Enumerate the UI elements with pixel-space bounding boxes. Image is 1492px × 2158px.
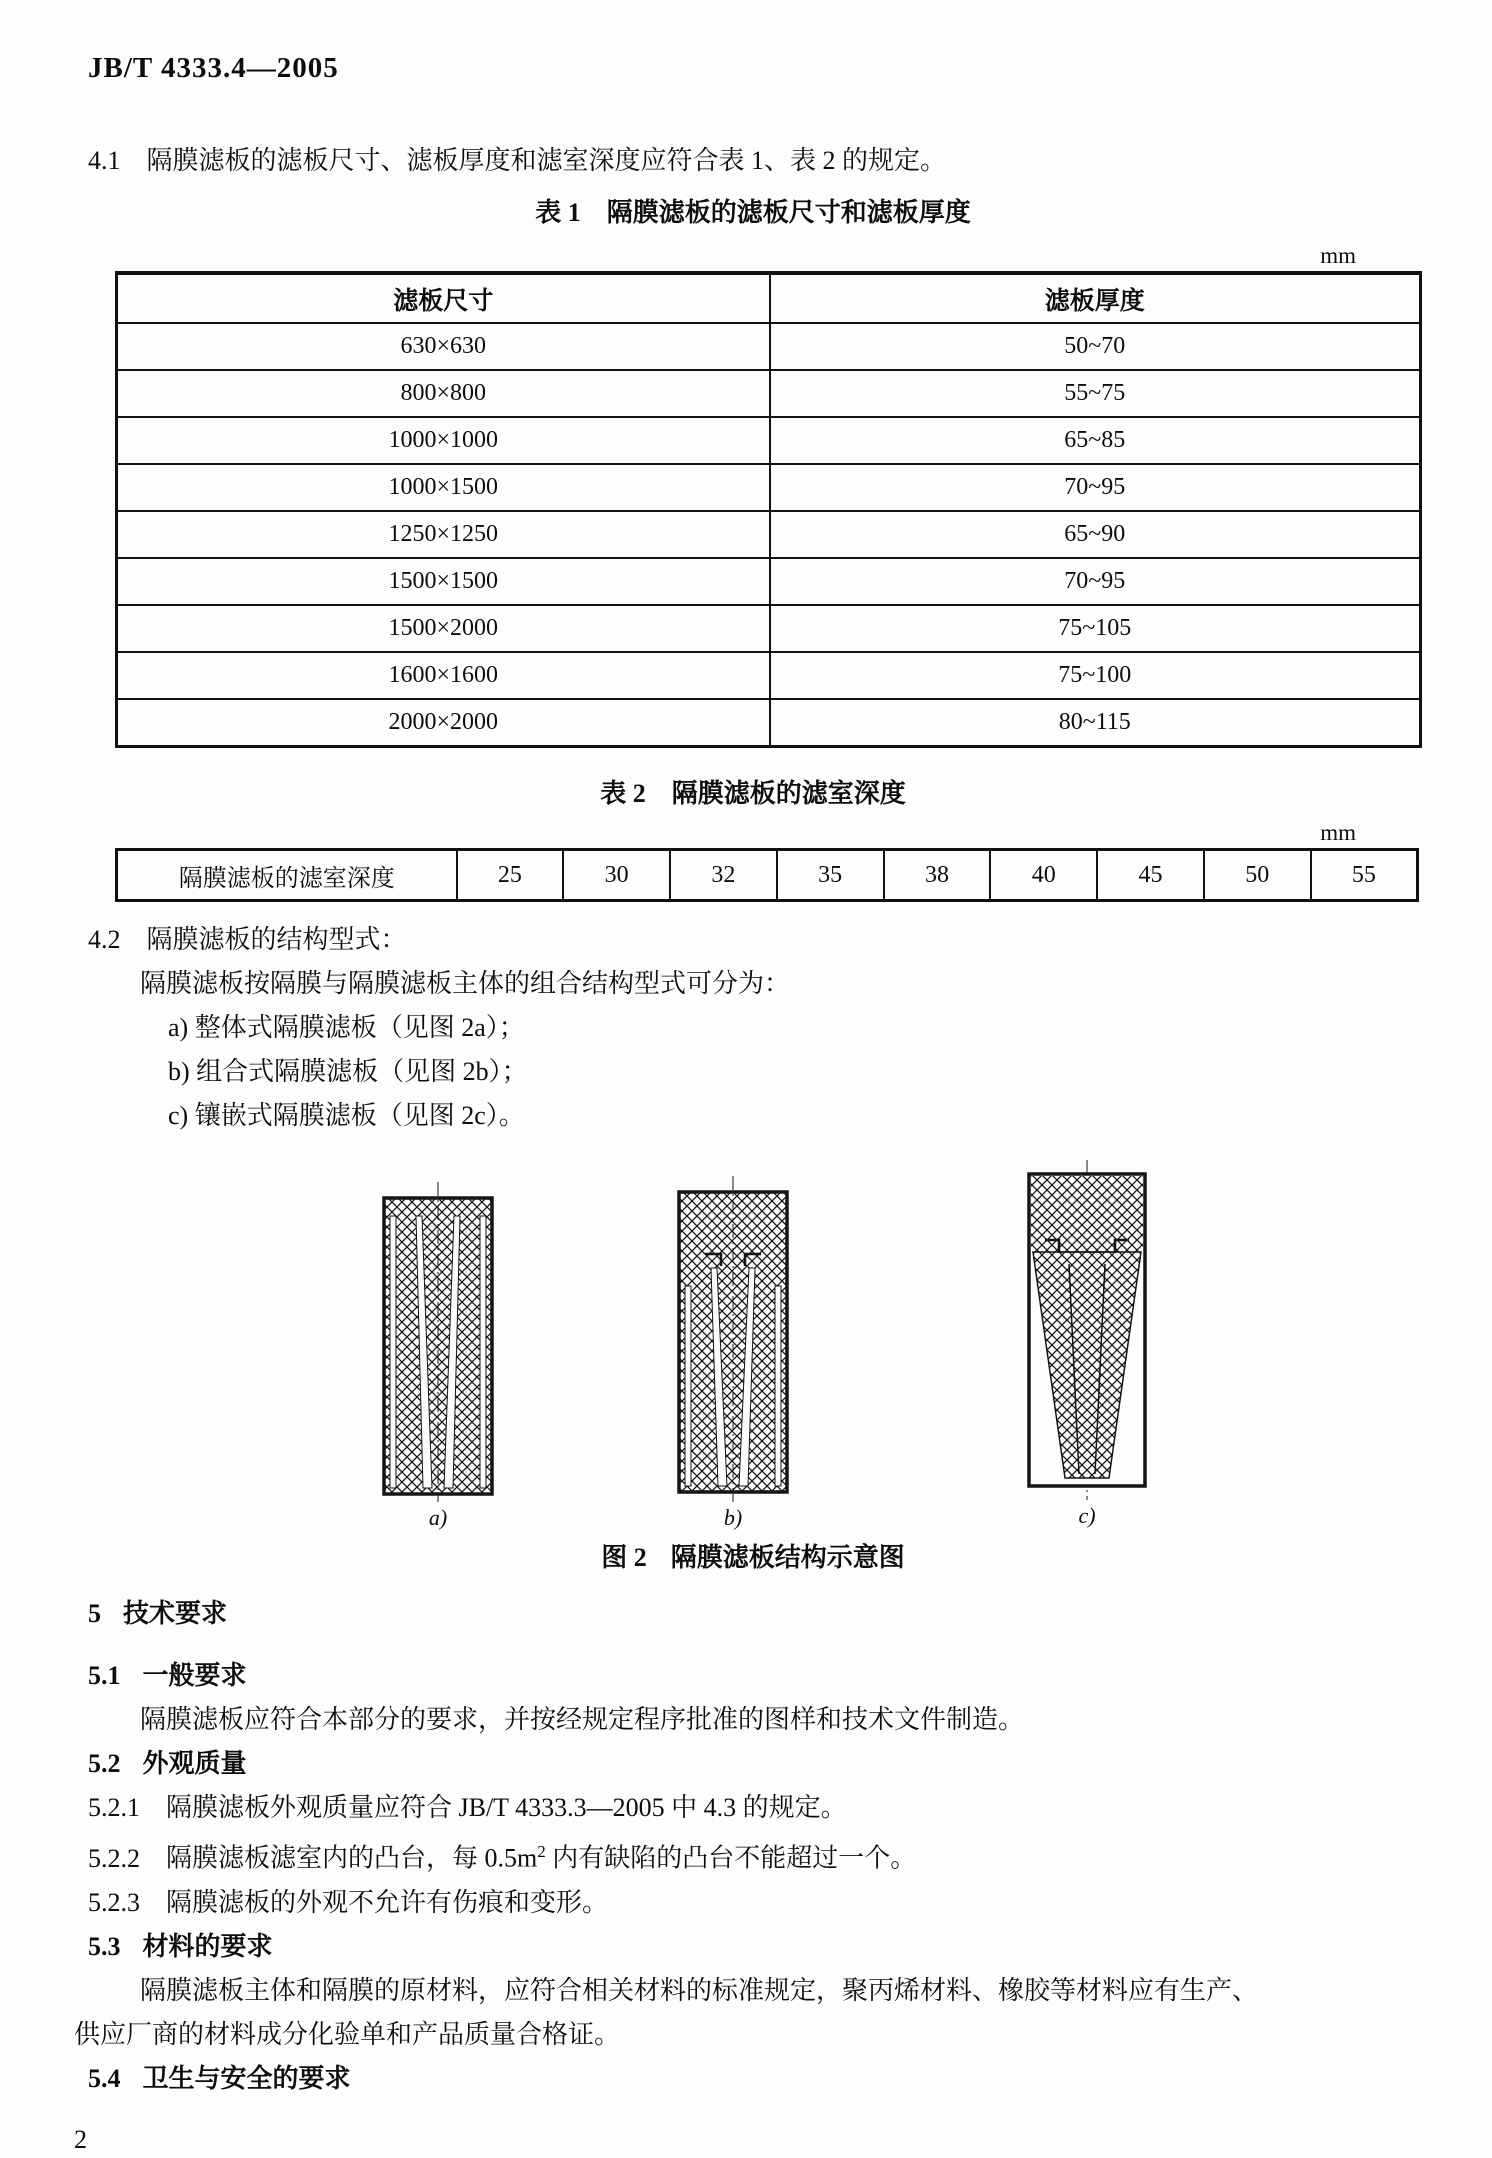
table2-value: 40 bbox=[990, 850, 1097, 901]
plate-body-crosshatch bbox=[384, 1198, 492, 1494]
clause-5-2-2-text-after: 内有缺陷的凸台不能超过一个。 bbox=[545, 1843, 917, 1873]
table-row bbox=[117, 558, 1421, 605]
diagram-inlaid-plate bbox=[1027, 1160, 1147, 1500]
cell-thickness: 75~100 bbox=[770, 652, 1421, 699]
table2-value: 35 bbox=[777, 850, 884, 901]
table2-title-label: 表 2 bbox=[600, 779, 646, 808]
section-5-3-number: 5.3 bbox=[88, 1931, 121, 1961]
table-row bbox=[117, 605, 1421, 652]
section-5-3-heading bbox=[88, 1925, 1418, 1969]
table2-value: 55 bbox=[1311, 850, 1418, 901]
clause-5-2-2-text-before: 隔膜滤板滤室内的凸台，每 0.5m bbox=[166, 1843, 538, 1873]
section-5-number: 5 bbox=[88, 1599, 101, 1628]
section-5-4-heading bbox=[88, 2057, 1418, 2101]
list-item-c: c) 镶嵌式隔膜滤板（见图 2c）。 bbox=[168, 1101, 525, 1130]
cell-size: 1600×1600 bbox=[117, 652, 770, 699]
table2-value: 25 bbox=[457, 850, 564, 901]
figure-2a-label: a) bbox=[428, 1505, 448, 1530]
table2-value: 45 bbox=[1097, 850, 1204, 901]
clause-4-2 bbox=[88, 918, 1418, 962]
diagram-integral-plate bbox=[382, 1182, 494, 1502]
section-5-heading bbox=[88, 1592, 1418, 1636]
table1 bbox=[115, 271, 1422, 748]
cell-size: 800×800 bbox=[117, 370, 770, 417]
cell-size: 1250×1250 bbox=[117, 511, 770, 558]
clause-5-3-body-line2: 供应厂商的材料成分化验单和产品质量合格证。 bbox=[74, 2019, 621, 2049]
clause-5-2-1-text: 隔膜滤板外观质量应符合 JB/T 4333.3—2005 中 4.3 的规定。 bbox=[166, 1793, 847, 1822]
section-5-2-title: 外观质量 bbox=[142, 1749, 247, 1778]
table-row bbox=[117, 699, 1421, 747]
table2-unit: mm bbox=[1320, 820, 1356, 845]
cell-thickness: 55~75 bbox=[770, 370, 1421, 417]
section-5-4-title: 卫生与安全的要求 bbox=[142, 2063, 351, 2093]
table2-value: 38 bbox=[884, 850, 991, 901]
plate-body-crosshatch bbox=[679, 1192, 787, 1492]
diagram-combined-plate bbox=[677, 1176, 789, 1502]
membrane-edge-left bbox=[390, 1216, 396, 1488]
figure-2b-label: b) bbox=[723, 1505, 743, 1530]
table1-header-row bbox=[117, 273, 1421, 323]
table2-value: 50 bbox=[1204, 850, 1311, 901]
clause-5-2-3 bbox=[88, 1881, 1418, 1925]
clause-5-2-3-number: 5.2.3 bbox=[88, 1887, 140, 1917]
table2-title-text: 隔膜滤板的滤室深度 bbox=[671, 779, 906, 808]
clause-4-2-heading: 隔膜滤板的结构型式： bbox=[146, 925, 407, 954]
figure-2-caption-label: 图 2 bbox=[601, 1543, 647, 1572]
section-5-2-heading bbox=[88, 1742, 1418, 1786]
section-5-4-number: 5.4 bbox=[88, 2063, 121, 2093]
section-5-3-title: 材料的要求 bbox=[142, 1931, 273, 1961]
clause-5-2-3-text: 隔膜滤板的外观不允许有伤痕和变形。 bbox=[166, 1887, 609, 1917]
table2-row-label: 隔膜滤板的滤室深度 bbox=[117, 850, 457, 901]
clause-5-2-1-number: 5.2.1 bbox=[88, 1793, 140, 1822]
section-5-2-number: 5.2 bbox=[88, 1749, 121, 1778]
table1-title-label: 表 1 bbox=[535, 198, 581, 227]
cell-thickness: 70~95 bbox=[770, 558, 1421, 605]
cell-thickness: 75~105 bbox=[770, 605, 1421, 652]
clause-4-2-number: 4.2 bbox=[88, 925, 121, 954]
clause-5-2-1 bbox=[88, 1786, 1418, 1830]
membrane-edge-right bbox=[480, 1216, 486, 1488]
cell-thickness: 80~115 bbox=[770, 699, 1421, 747]
table1-unit: mm bbox=[1320, 243, 1356, 268]
clause-5-2-2-number: 5.2.2 bbox=[88, 1843, 140, 1873]
table-row bbox=[117, 370, 1421, 417]
table-row bbox=[117, 464, 1421, 511]
list-item-a: a) 整体式隔膜滤板（见图 2a）； bbox=[168, 1013, 525, 1042]
figure-2c-label: c) bbox=[1078, 1503, 1096, 1528]
cell-thickness: 70~95 bbox=[770, 464, 1421, 511]
clause-5-2-2-superscript: 2 bbox=[537, 1842, 546, 1861]
table2 bbox=[115, 848, 1419, 902]
table2-row bbox=[117, 850, 1418, 901]
membrane-edge-right bbox=[775, 1286, 781, 1486]
table1-col-header-size: 滤板尺寸 bbox=[117, 273, 770, 323]
section-5-title: 技术要求 bbox=[123, 1599, 228, 1628]
cell-size: 1000×1000 bbox=[117, 417, 770, 464]
membrane-edge-left bbox=[685, 1286, 691, 1486]
page-number: 2 bbox=[74, 2124, 87, 2154]
cell-size: 2000×2000 bbox=[117, 699, 770, 747]
table-row bbox=[117, 652, 1421, 699]
figure-2b bbox=[677, 1176, 789, 1530]
standard-number: JB/T 4333.4—2005 bbox=[88, 52, 339, 84]
clause-4-1-text: 隔膜滤板的滤板尺寸、滤板厚度和滤室深度应符合表 1、表 2 的规定。 bbox=[146, 146, 947, 175]
table-row bbox=[117, 511, 1421, 558]
cell-size: 1500×1500 bbox=[117, 558, 770, 605]
table1-col-header-thickness: 滤板厚度 bbox=[770, 273, 1421, 323]
table1-title bbox=[88, 193, 1418, 233]
table2-title bbox=[88, 774, 1418, 814]
table-row bbox=[117, 323, 1421, 370]
clause-4-1-number: 4.1 bbox=[88, 146, 121, 175]
cell-size: 1000×1500 bbox=[117, 464, 770, 511]
cell-thickness: 65~90 bbox=[770, 511, 1421, 558]
table2-value: 32 bbox=[670, 850, 777, 901]
clause-5-3-body-line1: 隔膜滤板主体和隔膜的原材料，应符合相关材料的标准规定，聚丙烯材料、橡胶等材料应有生产、 bbox=[140, 1975, 1259, 2005]
list-item-b: b) 组合式隔膜滤板（见图 2b）； bbox=[168, 1057, 528, 1086]
table-row bbox=[117, 417, 1421, 464]
section-5-1-title: 一般要求 bbox=[142, 1661, 247, 1690]
section-5-1-number: 5.1 bbox=[88, 1661, 121, 1690]
figure-2 bbox=[88, 1160, 1418, 1574]
clause-4-2-intro: 隔膜滤板按隔膜与隔膜滤板主体的组合结构型式可分为： bbox=[140, 969, 791, 998]
clause-5-1-body: 隔膜滤板应符合本部分的要求，并按经规定程序批准的图样和技术文件制造。 bbox=[140, 1705, 1025, 1734]
cell-thickness: 50~70 bbox=[770, 323, 1421, 370]
cell-size: 1500×2000 bbox=[117, 605, 770, 652]
figure-2-caption-text: 隔膜滤板结构示意图 bbox=[670, 1543, 905, 1572]
table2-value: 30 bbox=[563, 850, 670, 901]
clause-4-1 bbox=[88, 139, 1418, 183]
clause-5-2-2 bbox=[88, 1830, 1418, 1881]
figure-2a bbox=[382, 1182, 494, 1530]
cell-thickness: 65~85 bbox=[770, 417, 1421, 464]
table1-title-text: 隔膜滤板的滤板尺寸和滤板厚度 bbox=[606, 198, 971, 227]
cell-size: 630×630 bbox=[117, 323, 770, 370]
figure-2-caption bbox=[88, 1542, 1418, 1574]
figure-2c bbox=[1027, 1160, 1147, 1528]
section-5-1-heading bbox=[88, 1654, 1418, 1698]
